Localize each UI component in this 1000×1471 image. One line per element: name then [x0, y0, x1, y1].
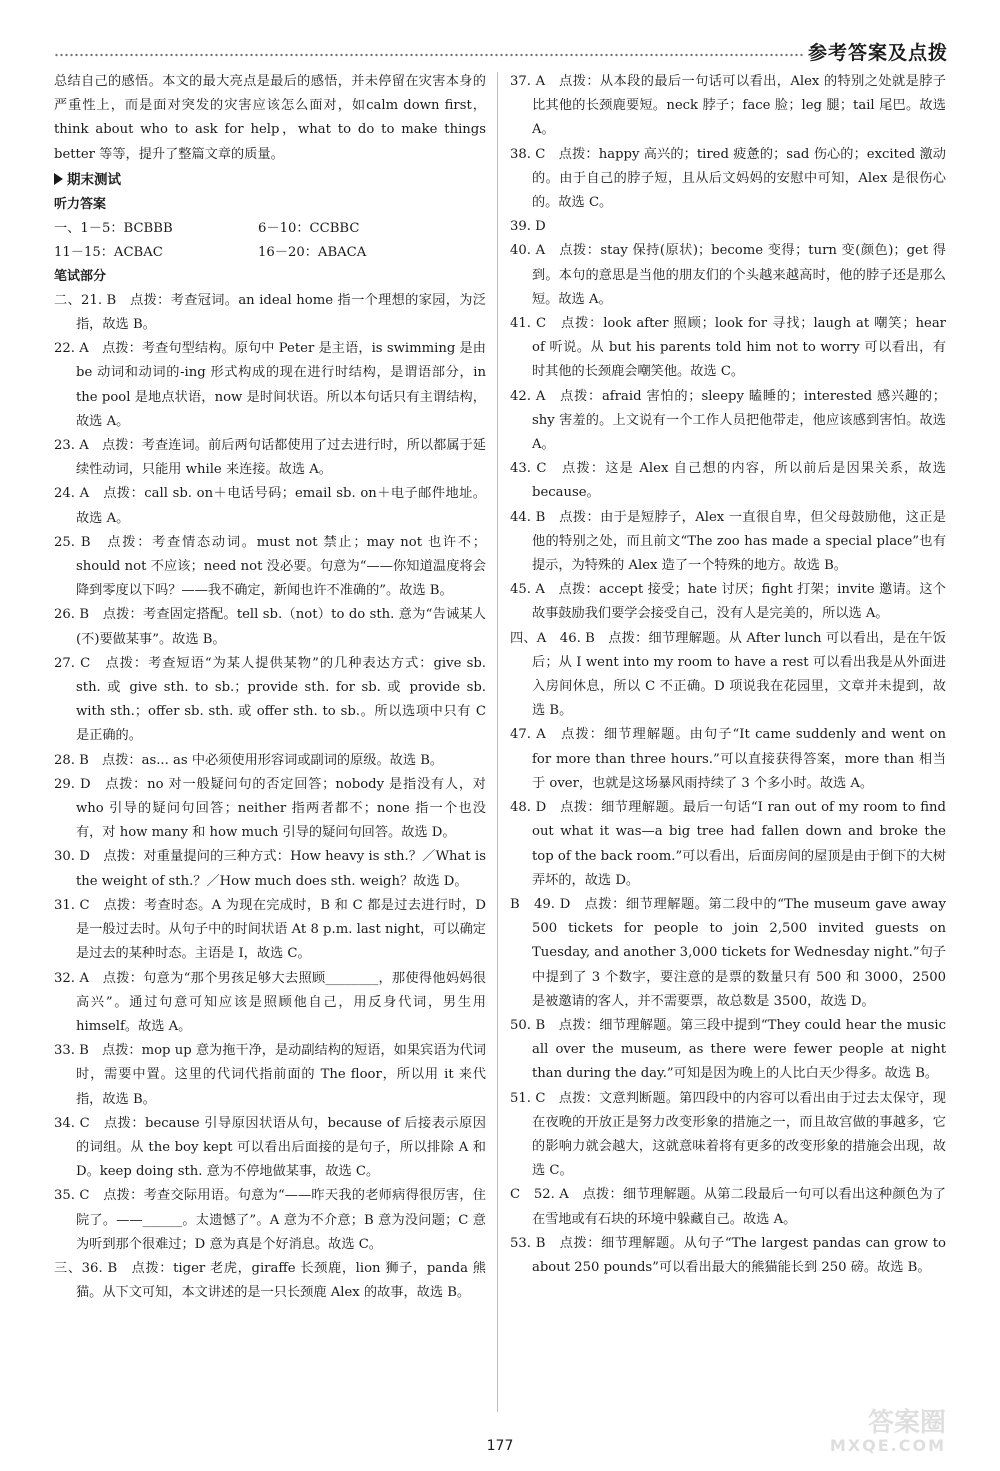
- listening-row: [54, 241, 486, 265]
- answer-item: 二、21. B 点拨：考查冠词。an ideal home 指一个理想的家园，为泛指，故选 B。: [54, 292, 486, 333]
- answer-item: 四、A 46. B 点拨：细节理解题。从 After lunch 可以看出，是在午饭后；从 I went into my room to have a rest 可以看出我是从外面进入房间休息，所以 C 不正确。D 项说我在花园里，文章并未提到，故选 B。: [510, 630, 946, 719]
- right-column: [510, 70, 946, 1410]
- listening-row: [54, 217, 486, 241]
- written-title: 笔试部分: [54, 268, 107, 284]
- listening-answer: 11－15：ACBAC: [54, 244, 163, 260]
- header-title: 参考答案及点拨: [807, 42, 948, 64]
- page-number: 177: [486, 1438, 514, 1454]
- answer-item: 三、36. B 点拨：tiger 老虎，giraffe 长颈鹿，lion 狮子，panda 熊猫。从下文可知，本文讲述的是一只长颈鹿 Alex 的故事，故选 B。: [54, 1260, 486, 1301]
- answer-item: B 49. D 点拨：细节理解题。第二段中的“The museum gave away 500 tickets for people to join 2,500 invited guests on Tuesday, and another 3,000 tickets for Wednesday night.”句子中提到了 3 个数字，要注意的是票的数量只有 500 和 3000，2500 是被邀请的客人，并不需要票，故总数是 3500，故选 D。: [510, 896, 946, 1009]
- dotted-rule: [54, 52, 804, 58]
- answer-item: 45. A 点拨：accept 接受；hate 讨厌；fight 打架；invite 邀请。这个故事鼓励我们要学会接受自己，没有人是完美的，所以选 A。: [510, 582, 946, 622]
- answer-item: 25. B 点拨：考查情态动词。must not 禁止；may not 也许不；should not 不应该；need not 没必要。句意为“——你知道温度将会降到零度以下吗？——我不确定，新闻也许不准确的”。故选 B。: [54, 534, 486, 599]
- answer-item: 34. C 点拨：because 引导原因状语从句，because of 后接表示原因的词组。从 the boy kept 可以看出后面接的是句子，所以排除 A 和 D。keep doing sth. 意为不停地做某事，故选 C。: [54, 1115, 486, 1180]
- answer-item: 27. C 点拨：考查短语“为某人提供某物”的几种表达方式：give sb. sth. 或 give sth. to sb.；provide sth. for sb. 或 provide sb. with sth.；offer sb. sth. 或 offer sth. to sb.。所以选项中只有 C 是正确的。: [54, 655, 486, 744]
- answer-item: 30. D 点拨：对重量提问的三种方式：How heavy is sth.？／What is the weight of sth.？／How much does sth. weigh？故选 D。: [54, 849, 486, 889]
- left-column: [54, 70, 486, 1410]
- answer-item: 28. B 点拨：as... as 中必须使用形容词或副词的原级。故选 B。: [54, 752, 444, 768]
- answer-item: 32. A 点拨：句意为“那个男孩足够大去照顾________，那使得他妈妈很高兴”。通过句意可知应该是照顾他自己，用反身代词，男生用 himself。故选 A。: [54, 970, 486, 1034]
- intro-paragraph: 总结自己的感悟。本文的最大亮点是最后的感悟，并未停留在灾害本身的严重性上，而是面对突发的灾害应该怎么面对，如calm down first，think about who to ask for help，what to do to make things better 等等，提升了整篇文章的质量。: [54, 74, 486, 162]
- column-divider: [497, 72, 498, 1412]
- left-answer-list: [54, 289, 486, 1306]
- page-header: [0, 0, 1000, 72]
- answer-item: 44. B 点拨：由于是短脖子，Alex 一直很自卑，但父母鼓励他，这正是他的特别之处，而且前文“The zoo has made a special place”也有提示，为特殊的 Alex 造了一个特殊的地方。故选 B。: [510, 509, 946, 574]
- answer-item: 38. C 点拨：happy 高兴的；tired 疲惫的；sad 伤心的；excited 激动的。由于自己的脖子短，且从后文妈妈的安慰中可知，Alex 是很伤心的。故选 C。: [510, 146, 946, 211]
- answer-item: 50. B 点拨：细节理解题。第三段中提到“They could hear the music all over the museum, as there were fewer people at night than during the day.”可知是因为晚上的人比白天少得多。故选 B。: [510, 1017, 946, 1082]
- right-answer-list: [510, 70, 946, 1280]
- listening-answer: 16－20：ABACA: [258, 244, 367, 260]
- answer-item: 23. A 点拨：考查连词。前后两句话都使用了过去进行时，所以都属于延续性动词，只能用 while 来连接。故选 A。: [54, 438, 486, 478]
- answer-item: 41. C 点拨：look after 照顾；look for 寻找；laugh at 嘲笑；hear of 听说。从 but his parents told him not to worry 可以看出，有时其他的长颈鹿会嘲笑他。故选 C。: [510, 316, 946, 380]
- answer-item: 37. A 点拨：从本段的最后一句话可以看出，Alex 的特别之处就是脖子比其他的长颈鹿要短。neck 脖子；face 脸；leg 腿；tail 尾巴。故选 A。: [510, 74, 946, 138]
- section-title: [54, 167, 486, 193]
- listening-title: 听力答案: [54, 196, 107, 212]
- answer-item: 48. D 点拨：细节理解题。最后一句话“I ran out of my room to find out what it was—a big tree had fallen down and broke the top of the back room.”可以看出，后面房间的屋顶是由于倒下的大树弄坏的，故选 D。: [510, 800, 946, 888]
- answer-item: C 52. A 点拨：细节理解题。从第二段最后一句可以看出这种颜色为了在雪地或有石块的环境中躲藏自己。故选 A。: [510, 1187, 946, 1227]
- listening-answer: 一、1－5：BCBBB: [54, 220, 173, 236]
- answer-item: 47. A 点拨：细节理解题。由句子“It came suddenly and went on for more than three hours.”可以直接获得答案，more than 相当于 over，也就是这场暴风雨持续了 3 个多小时。故选 A。: [510, 727, 946, 791]
- triangle-marker-icon: [54, 173, 63, 185]
- answer-item: 42. A 点拨：afraid 害怕的；sleepy 瞌睡的；interested 感兴趣的；shy 害羞的。上文说有一个工作人员把他带走，他应该感到害怕。故选 A。: [510, 388, 946, 453]
- watermark-url: MXQE.COM: [829, 1436, 946, 1455]
- answer-item: 40. A 点拨：stay 保持(原状)；become 变得；turn 变(颜色)；get 得到。本句的意思是当他的朋友们的个头越来越高时，他的脖子还是那么短。故选 A。: [510, 243, 946, 307]
- answer-item: 31. C 点拨：考查时态。A 为现在完成时，B 和 C 都是过去进行时，D 是一般过去时。从句子中的时间状语 At 8 p.m. last night，可以确定是过去的某种时态。主语是 I，故选 C。: [54, 897, 486, 962]
- answer-item: 22. A 点拨：考查句型结构。原句中 Peter 是主语，is swimming 是由 be 动词和动词的-ing 形式构成的现在进行时结构，是谓语部分，in the pool 是地点状语，now 是时间状语。所以本句话只有主谓结构，故选 A。: [54, 341, 486, 429]
- answer-item: 35. C 点拨：考查交际用语。句意为“——昨天我的老师病得很厉害，住院了。——______。太遗憾了”。A 意为不介意；B 意为没问题；C 意为听到那个很难过；D 意为真是个好消息。故选 C。: [54, 1188, 486, 1252]
- watermark-logo: 答案圈: [867, 1408, 946, 1438]
- answer-item: 43. C 点拨：这是 Alex 自己想的内容，所以前后是因果关系，故选 because。: [510, 461, 946, 501]
- answer-item: 39. D: [510, 219, 546, 235]
- listening-answer: 6－10：CCBBC: [258, 220, 360, 236]
- answer-item: 51. C 点拨：文意判断题。第四段中的内容可以看出由于过去太保守，现在夜晚的开放正是努力改变形象的措施之一，而且故宫做的事越多，它的影响力就会越大，这就意味着将有更多的改变形象的措施会出现，故选 C。: [510, 1090, 946, 1179]
- answer-item: 53. B 点拨：细节理解题。从句子“The largest pandas can grow to about 250 pounds”可以看出最大的熊猫能长到 250 磅。故选 B。: [510, 1235, 946, 1275]
- answer-item: 24. A 点拨：call sb. on＋电话号码；email sb. on＋电子邮件地址。故选 A。: [54, 486, 486, 526]
- answer-item: 33. B 点拨：mop up 意为拖干净，是动副结构的短语，如果宾语为代词时，需要中置。这里的代词代指前面的 The floor，所以用 it 来代指，故选 B。: [54, 1043, 486, 1107]
- answer-item: 29. D 点拨：no 对一般疑问句的否定回答；nobody 是指没有人，对 who 引导的疑问句回答；neither 指两者都不；none 指一个也没有，对 how many 和 how much 引导的疑问句回答。故选 D。: [54, 776, 486, 841]
- section-title-text: 期末测试: [67, 171, 121, 188]
- answer-item: 26. B 点拨：考查固定搭配。tell sb.（not）to do sth. 意为“告诫某人(不)要做某事”。故选 B。: [54, 607, 486, 647]
